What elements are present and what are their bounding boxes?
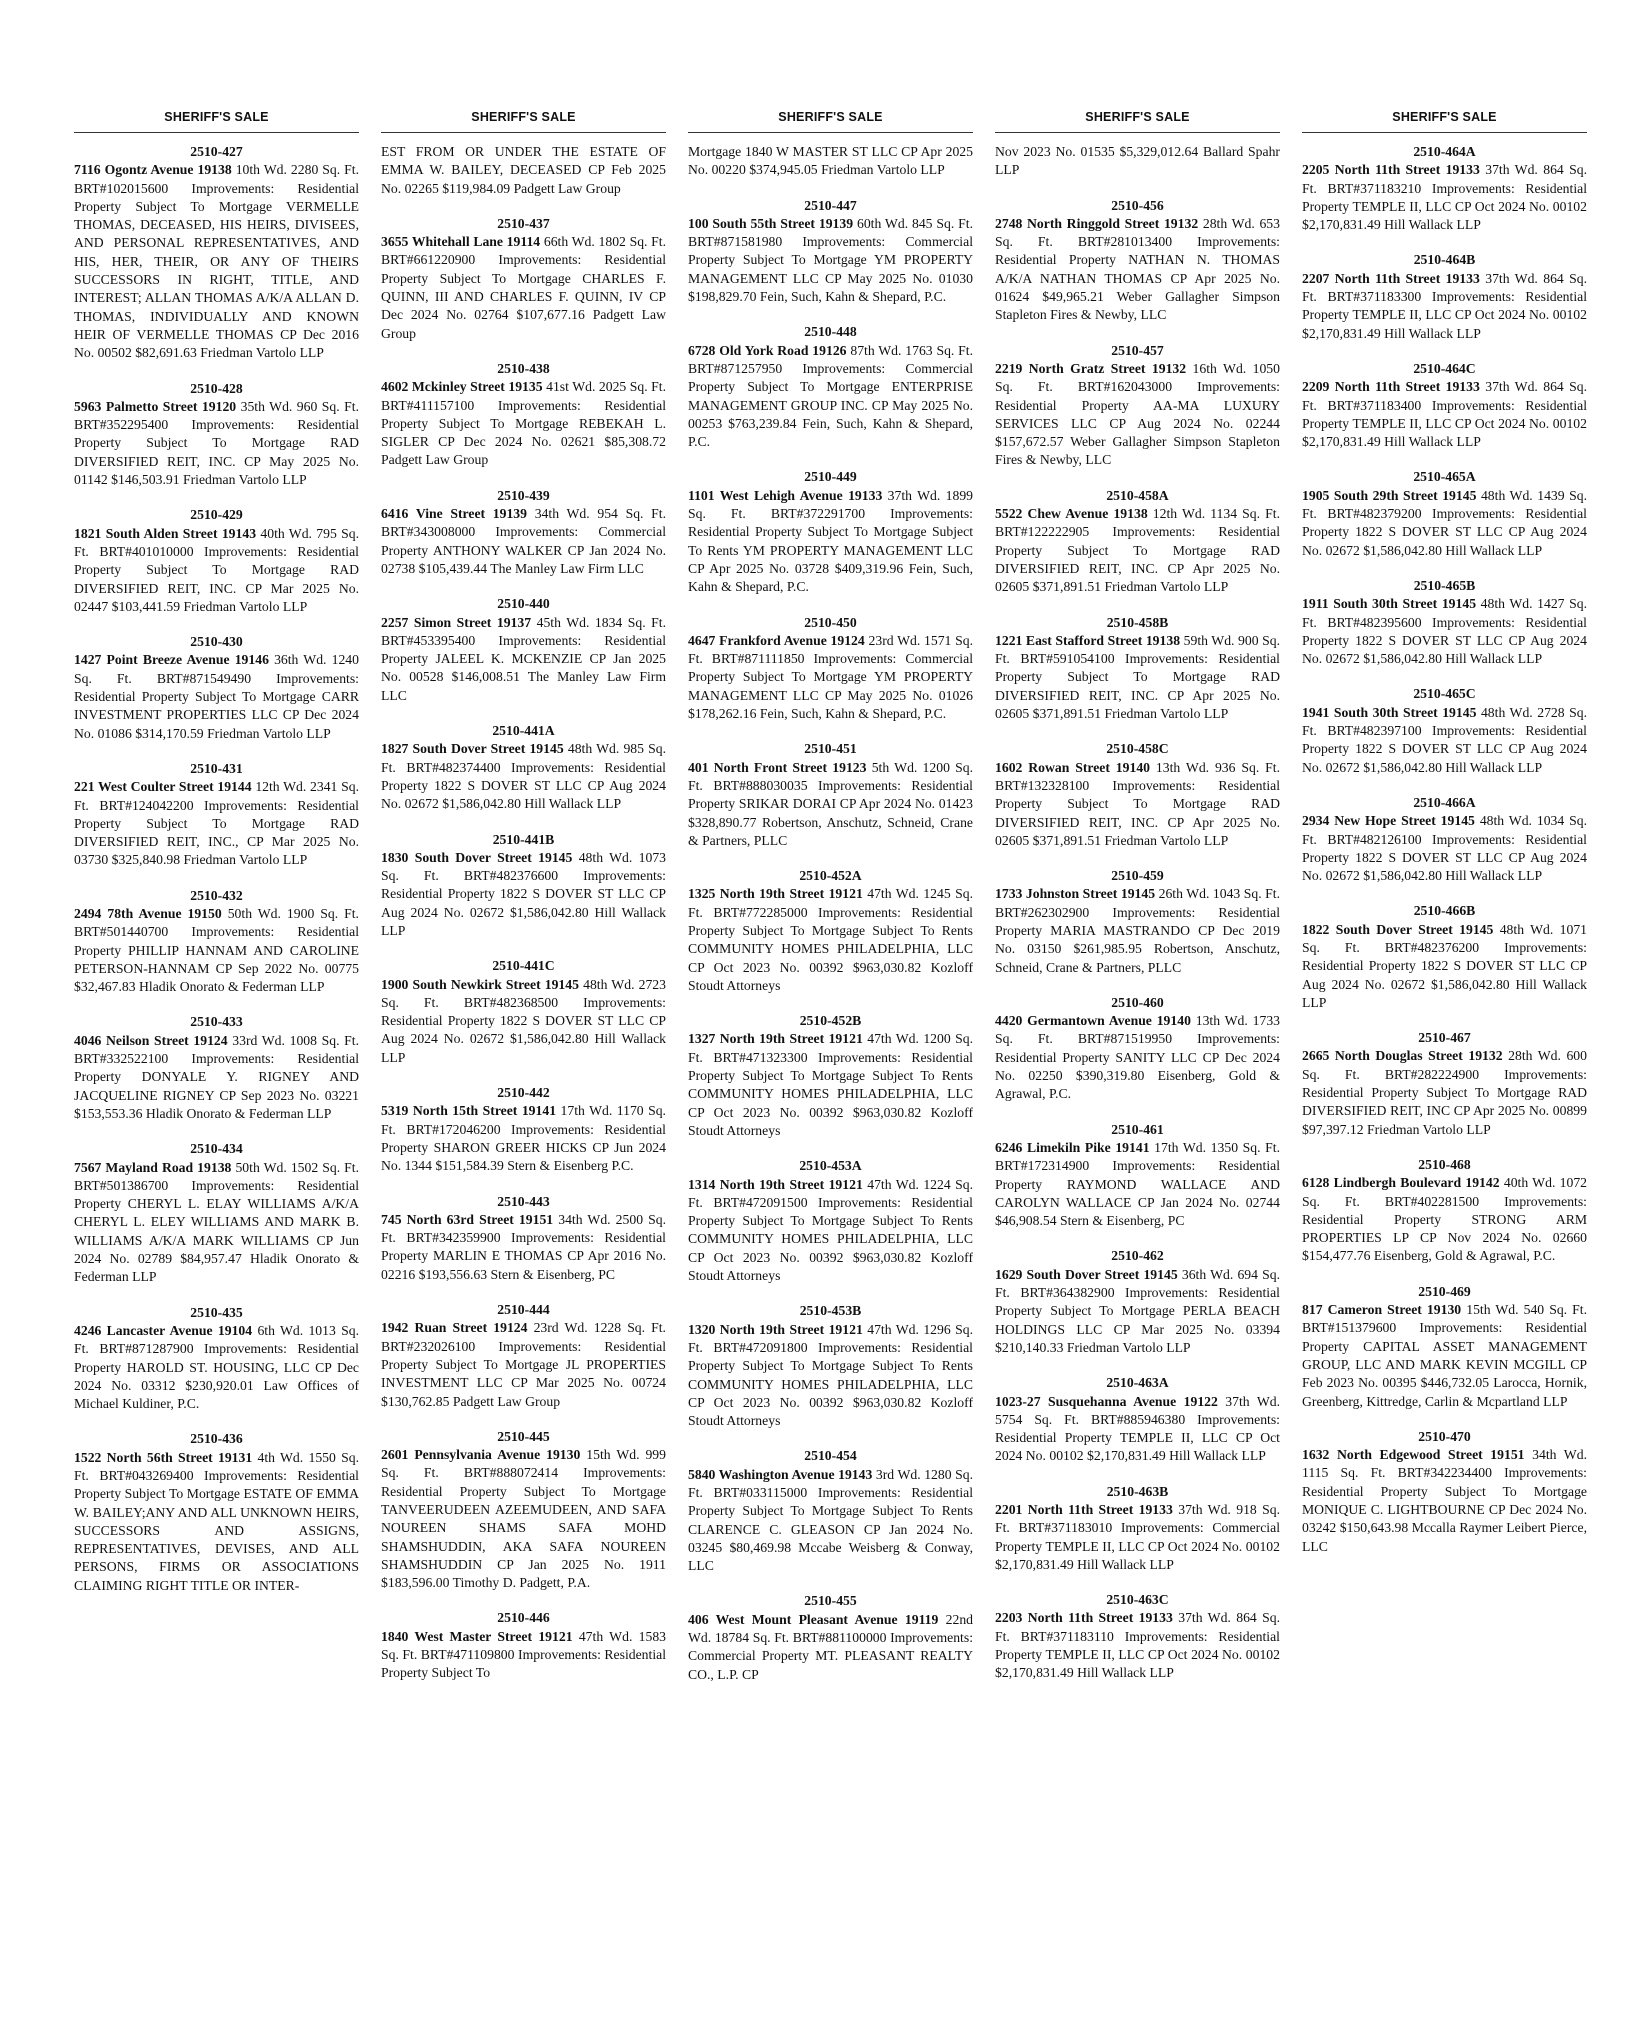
listing-number: 2510-462	[1111, 1248, 1164, 1264]
listing-number: 2510-453A	[799, 1158, 862, 1174]
sale-listing	[1302, 1029, 1587, 1139]
listing-body	[688, 1030, 973, 1140]
property-address: 1911 South 30th Street 19145	[1302, 596, 1477, 612]
sale-listing	[1302, 577, 1587, 668]
property-address: 401 North Front Street 19123	[688, 759, 867, 775]
listing-number: 2510-458B	[1106, 614, 1169, 630]
sale-listing	[995, 740, 1280, 850]
property-address: 3655 Whitehall Lane 19114	[381, 234, 541, 250]
property-address: 1320 North 19th Street 19121	[688, 1321, 863, 1337]
continued-text: EST FROM OR UNDER THE ESTATE OF EMMA W. BAILEY, DECEASED CP Feb 2025 No. 02265 $119,984.09 Padgett Law Group	[381, 144, 666, 196]
property-address: 1821 South Alden Street 19143	[74, 525, 257, 541]
listing-details: 34th Wd. 954 Sq. Ft. BRT#343008000 Improvements: Commercial Property ANTHONY WALKER CP Jan 2024 No. 02738 $105,439.44 The Manley Law Firm LLC	[381, 506, 666, 576]
listing-number: 2510-457	[1111, 342, 1164, 358]
column-header: SHERIFF'S SALE	[688, 110, 973, 133]
sale-listing	[1302, 1428, 1587, 1556]
listing-number: 2510-427	[190, 144, 243, 159]
listing-body	[1302, 1301, 1587, 1411]
sale-listing	[74, 1304, 359, 1414]
sale-listing	[1302, 468, 1587, 559]
listing-body	[381, 976, 666, 1067]
listing-number: 2510-465B	[1413, 577, 1476, 593]
listing-body	[74, 651, 359, 742]
listing-number: 2510-441C	[492, 958, 555, 974]
listing-body	[688, 1611, 973, 1684]
listing-details: 6th Wd. 1013 Sq. Ft. BRT#871287900 Improvements: Residential Property HAROLD ST. HOUSING, LLC CP Dec 2024 No. 03312 $230,920.01 Law Offices of Michael Kuldiner, P.C.	[74, 1322, 359, 1412]
listing-body	[381, 740, 666, 813]
sale-listing	[995, 487, 1280, 597]
property-address: 1942 Ruan Street 19124	[381, 1320, 528, 1336]
listing-number: 2510-458C	[1106, 741, 1169, 757]
property-address: 1900 South Newkirk Street 19145	[381, 976, 579, 992]
column-3	[688, 110, 973, 1990]
sale-listing	[74, 760, 359, 870]
sale-listing	[381, 595, 666, 705]
listing-number: 2510-437	[497, 215, 550, 231]
listing-number: 2510-446	[497, 1610, 550, 1626]
listing-number: 2510-466B	[1413, 903, 1476, 919]
sale-listing	[688, 1012, 973, 1140]
property-address: 4246 Lancaster Avenue 19104	[74, 1322, 253, 1338]
sale-listing	[1302, 360, 1587, 451]
listing-number: 2510-469	[1418, 1283, 1471, 1299]
listing-number: 2510-464B	[1413, 252, 1476, 268]
listing-details: 4th Wd. 1550 Sq. Ft. BRT#043269400 Improvements: Residential Property Subject To Mortgage ESTATE OF EMMA W. BAILEY;ANY AND ALL UNKNOWN HEIRS, SUCCESSORS AND ASSIGNS, REPRESENTATIVES, DEVISES, AND ALL PERSONS, FIRMS OR ASSOCIATIONS CLAIMING RIGHT TITLE OR INTER-	[74, 1449, 359, 1593]
listing-details: 47th Wd. 1200 Sq. Ft. BRT#471323300 Improvements: Residential Property Subject To Mortgage Subject To Rents COMMUNITY HOMES PHILADELPHIA, LLC CP Oct 2023 No. 00392 $963,030.82 Kozloff Stoudt Attorneys	[688, 1031, 973, 1138]
sale-listing	[381, 487, 666, 578]
listing-details: 60th Wd. 845 Sq. Ft. BRT#871581980 Improvements: Commercial Property Subject To Mortgage YM PROPERTY MANAGEMENT LLC CP May 2025 No. 01030 $198,829.70 Fein, Such, Kahn & Shepard, P.C.	[688, 215, 973, 305]
property-address: 6728 Old York Road 19126	[688, 342, 847, 358]
property-address: 100 South 55th Street 19139	[688, 215, 854, 231]
sale-listing	[995, 342, 1280, 470]
sale-listing	[381, 1193, 666, 1284]
listing-body	[1302, 595, 1587, 668]
sale-listing	[381, 1609, 666, 1682]
property-address: 7567 Mayland Road 19138	[74, 1159, 232, 1175]
property-address: 1905 South 29th Street 19145	[1302, 487, 1477, 503]
listing-number: 2510-461	[1111, 1121, 1164, 1137]
listing-number: 2510-435	[190, 1304, 243, 1320]
sale-listing	[381, 957, 666, 1067]
listing-number: 2510-444	[497, 1302, 550, 1318]
property-address: 1101 West Lehigh Avenue 19133	[688, 487, 883, 503]
listing-body	[995, 1393, 1280, 1466]
listing-details: 22nd Wd. 18784 Sq. Ft. BRT#881100000 Improvements: Commercial Property MT. PLEASANT REALTY CO., L.P. CP	[688, 1611, 973, 1682]
property-address: 6246 Limekiln Pike 19141	[995, 1139, 1150, 1155]
sale-listing	[995, 1247, 1280, 1357]
listing-details: 13th Wd. 1733 Sq. Ft. BRT#871519950 Improvements: Residential Property SANITY LLC CP Dec 2024 No. 02250 $390,319.80 Eisenberg, Gold & Agrawal, P.C.	[995, 1013, 1280, 1102]
sale-listing	[74, 506, 359, 616]
sale-listing	[688, 740, 973, 850]
listing-body	[688, 342, 973, 452]
listing-details: 12th Wd. 1134 Sq. Ft. BRT#122222905 Improvements: Residential Property Subject To Mortgage RAD DIVERSIFIED REIT, INC. CP Apr 2025 No. 02605 $371,891.51 Friedman Vartolo LLP	[995, 506, 1280, 595]
sale-listing	[688, 1447, 973, 1575]
column-5	[1302, 110, 1587, 1990]
sale-listing	[688, 468, 973, 596]
column-4	[995, 110, 1280, 1990]
sale-listing	[1302, 143, 1587, 234]
listing-number: 2510-467	[1418, 1030, 1471, 1046]
listing-details: 66th Wd. 1802 Sq. Ft. BRT#661220900 Improvements: Residential Property Subject To Mortgage CHARLES F. QUINN, III AND CHARLES F. QUINN, IV CP Dec 2024 No. 02764 $107,677.16 Padgett Law Group	[381, 234, 666, 341]
listing-number: 2510-447	[804, 197, 857, 213]
listing-details: 50th Wd. 1900 Sq. Ft. BRT#501440700 Improvements: Residential Property PHILLIP HANNAM AND CAROLINE PETERSON-HANNAM CP Sep 2022 No. 00775 $32,467.83 Hladik Onorato & Federman LLP	[74, 905, 359, 995]
listing-details: 48th Wd. 2728 Sq. Ft. BRT#482397100 Improvements: Residential Property 1822 S DOVER ST LLC CP Aug 2024 No. 02672 $1,586,042.80 Hill Wallack LLP	[1302, 704, 1587, 775]
listing-body	[1302, 1446, 1587, 1556]
listing-number: 2510-451	[804, 741, 857, 757]
listing-number: 2510-453B	[799, 1303, 862, 1319]
listing-details: 16th Wd. 1050 Sq. Ft. BRT#162043000 Improvements: Residential Property AA-MA LUXURY SERVICES LLC CP Aug 2024 No. 02244 $157,672.57 Weber Gallagher Simpson Stapleton Fires & Newby, LLC	[995, 360, 1280, 468]
column-2	[381, 110, 666, 1990]
property-address: 5319 North 15th Street 19141	[381, 1103, 557, 1119]
listing-details: 48th Wd. 1427 Sq. Ft. BRT#482395600 Improvements: Residential Property 1822 S DOVER ST LLC CP Aug 2024 No. 02672 $1,586,042.80 Hill Wallack LLP	[1302, 596, 1587, 667]
listing-body	[1302, 1047, 1587, 1138]
listing-details: 23rd Wd. 1228 Sq. Ft. BRT#232026100 Improvements: Residential Property Subject To Mortgage JL PROPERTIES INVESTMENT LLC CP Mar 2025 No. 00724 $130,762.85 Padgett Law Group	[381, 1320, 666, 1409]
listing-body	[995, 505, 1280, 596]
listing-body	[381, 1319, 666, 1410]
listing-details: 28th Wd. 653 Sq. Ft. BRT#281013400 Improvements: Residential Property NATHAN N. THOMAS A/K/A NATHAN THOMAS CP Apr 2025 No. 01624 $49,965.21 Weber Gallagher Simpson Stapleton Fires & Newby, LLC	[995, 215, 1280, 323]
listing-details: 37th Wd. 864 Sq. Ft. BRT#371183300 Improvements: Residential Property TEMPLE II, LLC CP Oct 2024 No. 00102 $2,170,831.49 Hill Wallack LLP	[1302, 270, 1587, 341]
listing-body	[381, 1628, 666, 1683]
listing-number: 2510-429	[190, 507, 243, 523]
sale-listing	[995, 1121, 1280, 1231]
continued-text: Mortgage 1840 W MASTER ST LLC CP Apr 2025 No. 00220 $374,945.05 Friedman Vartolo LLP	[688, 144, 973, 178]
listing-body	[688, 487, 973, 597]
listing-body	[995, 360, 1280, 470]
listing-body	[995, 1139, 1280, 1230]
listing-body	[995, 1609, 1280, 1682]
sale-listing	[688, 1157, 973, 1285]
listing-number: 2510-464C	[1413, 360, 1476, 376]
listing-number: 2510-456	[1111, 197, 1164, 213]
property-address: 5840 Washington Avenue 19143	[688, 1466, 873, 1482]
listing-body	[688, 1466, 973, 1576]
listing-number: 2510-441A	[492, 723, 555, 739]
listing-number: 2510-465C	[1413, 686, 1476, 702]
listing-number: 2510-449	[804, 469, 857, 485]
listing-details: 37th Wd. 5754 Sq. Ft. BRT#885946380 Improvements: Residential Property TEMPLE II, LLC CP Oct 2024 No. 00102 $2,170,831.49 Hill Wallack LLP	[995, 1393, 1280, 1464]
property-address: 2601 Pennsylvania Avenue 19130	[381, 1447, 581, 1463]
listing-number: 2510-458A	[1106, 487, 1169, 503]
sale-listing	[995, 614, 1280, 724]
listing-body	[995, 1501, 1280, 1574]
listing-details: 59th Wd. 900 Sq. Ft. BRT#591054100 Improvements: Residential Property Subject To Mortgage RAD DIVERSIFIED REIT, INC. CP Apr 2025 No. 02605 $371,891.51 Friedman Vartolo LLP	[995, 632, 1280, 722]
property-address: 221 West Coulter Street 19144	[74, 779, 252, 795]
listing-body	[74, 1449, 359, 1595]
property-address: 4647 Frankford Avenue 19124	[688, 632, 865, 648]
property-address: 7116 Ogontz Avenue 19138	[74, 162, 232, 178]
listing-details: 33rd Wd. 1008 Sq. Ft. BRT#332522100 Improvements: Residential Property DONYALE Y. RIGNEY AND JACQUELINE RIGNEY CP Sep 2023 No. 03221 $153,553.36 Hladik Onorato & Federman LLP	[74, 1032, 359, 1121]
property-address: 4420 Germantown Avenue 19140	[995, 1013, 1191, 1029]
property-address: 2665 North Douglas Street 19132	[1302, 1048, 1503, 1064]
column-header: SHERIFF'S SALE	[74, 110, 359, 133]
listing-details: 36th Wd. 1240 Sq. Ft. BRT#871549490 Improvements: Residential Property Subject To Mortgage CARR INVESTMENT PROPERTIES LLC CP Dec 2024 No. 01086 $314,170.59 Friedman Vartolo LLP	[74, 652, 359, 741]
sale-listing	[1302, 1283, 1587, 1411]
listing-number: 2510-441B	[492, 831, 555, 847]
sale-listing	[381, 1301, 666, 1411]
listing-details: 15th Wd. 540 Sq. Ft. BRT#151379600 Improvements: Residential Property CAPITAL ASSET MANAGEMENT GROUP, LLC AND MARK KEVIN MCGILL CP Feb 2023 No. 00395 $446,732.05 Larocca, Hornik, Greenberg, Kittredge, Carlin & Mcpartland LLP	[1302, 1302, 1587, 1409]
property-address: 2934 New Hope Street 19145	[1302, 813, 1475, 829]
sale-listing	[381, 360, 666, 470]
listing-body	[381, 849, 666, 940]
property-address: 2207 North 11th Street 19133	[1302, 270, 1480, 286]
listing-details: 36th Wd. 694 Sq. Ft. BRT#364382900 Improvements: Residential Property Subject To Mortgage PERLA BEACH HOLDINGS LLC CP Mar 2025 No. 03394 $210,140.33 Friedman Vartolo LLP	[995, 1266, 1280, 1355]
listing-body	[74, 905, 359, 996]
property-address: 2219 North Gratz Street 19132	[995, 360, 1187, 376]
property-address: 4046 Neilson Street 19124	[74, 1032, 228, 1048]
listing-number: 2510-470	[1418, 1428, 1471, 1444]
sale-listing	[381, 215, 666, 343]
sale-listing	[381, 722, 666, 813]
listing-details: 47th Wd. 1245 Sq. Ft. BRT#772285000 Improvements: Residential Property Subject To Mortgage Subject To Rents COMMUNITY HOMES PHILADELPHIA, LLC CP Oct 2023 No. 00392 $963,030.82 Kozloff Stoudt Attorneys	[688, 886, 973, 993]
listing-number: 2510-452A	[799, 868, 862, 884]
listing-body	[688, 1321, 973, 1431]
listing-details: 37th Wd. 864 Sq. Ft. BRT#371183110 Improvements: Residential Property TEMPLE II, LLC CP Oct 2024 No. 00102 $2,170,831.49 Hill Wallack LLP	[995, 1610, 1280, 1681]
sale-listing	[74, 1140, 359, 1286]
listing-details: 40th Wd. 1072 Sq. Ft. BRT#402281500 Improvements: Residential Property STRONG ARM PROPERTIES LP CP Nov 2024 No. 02660 $154,477.76 Eisenberg, Gold & Agrawal, P.C.	[1302, 1175, 1587, 1264]
listing-body	[1302, 270, 1587, 343]
property-address: 2494 78th Avenue 19150	[74, 905, 222, 921]
sale-listing	[995, 994, 1280, 1104]
listing-details: 40th Wd. 795 Sq. Ft. BRT#401010000 Improvements: Residential Property Subject To Mortgage RAD DIVERSIFIED REIT, INC. CP Mar 2025 No. 02447 $103,441.59 Friedman Vartolo LLP	[74, 525, 359, 614]
property-address: 1632 North Edgewood Street 19151	[1302, 1447, 1525, 1463]
listing-number: 2510-452B	[799, 1013, 862, 1029]
sale-listing	[1302, 902, 1587, 1012]
listing-body	[74, 1032, 359, 1123]
listing-details: 48th Wd. 1439 Sq. Ft. BRT#482379200 Improvements: Residential Property 1822 S DOVER ST LLC CP Aug 2024 No. 02672 $1,586,042.80 Hill Wallack LLP	[1302, 487, 1587, 558]
property-address: 1602 Rowan Street 19140	[995, 759, 1151, 775]
property-address: 1221 East Stafford Street 19138	[995, 632, 1181, 648]
listing-number: 2510-460	[1111, 994, 1164, 1010]
listing-body	[381, 1446, 666, 1592]
listing-details: 47th Wd. 1296 Sq. Ft. BRT#472091800 Improvements: Residential Property Subject To Mortgage Subject To Rents COMMUNITY HOMES PHILADELPHIA, LLC CP Oct 2023 No. 00392 $963,030.82 Kozloff Stoudt Attorneys	[688, 1321, 973, 1429]
listing-number: 2510-431	[190, 760, 243, 776]
property-address: 1827 South Dover Street 19145	[381, 741, 564, 757]
listing-body	[74, 161, 359, 362]
listing-details: 10th Wd. 2280 Sq. Ft. BRT#102015600 Improvements: Residential Property Subject To Mortgage VERMELLE THOMAS, DECEASED, HIS HEIRS, DIVISEES, AND PERSONAL REPRESENTATIVES, AND HIS, HER, THEIR, OR ANY OF THEIRS SUCCESSORS IN RIGHT, TITLE, AND INTEREST; ALLAN THOMAS A/K/A ALLAN D. THOMAS, INDIVIDUALLY AND KNOWN HEIR OF VERMELLE THOMAS CP Dec 2016 No. 00502 $82,691.63 Friedman Vartolo LLP	[74, 162, 359, 361]
listing-details: 23rd Wd. 1571 Sq. Ft. BRT#871111850 Improvements: Commercial Property Subject To Mortgage YM PROPERTY MANAGEMENT LLC CP May 2025 No. 01026 $178,262.16 Fein, Such, Kahn & Shepard, P.C.	[688, 632, 973, 722]
listing-number: 2510-443	[497, 1193, 550, 1209]
sale-listing	[74, 380, 359, 490]
listing-details: 50th Wd. 1502 Sq. Ft. BRT#501386700 Improvements: Residential Property CHERYL L. ELAY WILLIAMS A/K/A CHERYL L. ELEY WILLIAMS AND MARK B. WILLIAMS A/K/A MARK WILLIAMS CP Jun 2024 No. 02789 $84,957.47 Hladik Onorato & Federman LLP	[74, 1159, 359, 1285]
listing-details: 26th Wd. 1043 Sq. Ft. BRT#262302900 Improvements: Residential Property MARIA MASTRANDO CP Dec 2019 No. 03150 $261,985.95 Robertson, Anschutz, Schneid, Crane & Partners, PLLC	[995, 886, 1280, 975]
listing-number: 2510-430	[190, 634, 243, 650]
listing-details: 37th Wd. 918 Sq. Ft. BRT#371183010 Improvements: Commercial Property TEMPLE II, LLC CP Oct 2024 No. 00102 $2,170,831.49 Hill Wallack LLP	[995, 1502, 1280, 1572]
sale-listing	[995, 867, 1280, 977]
property-address: 5522 Chew Avenue 19138	[995, 506, 1148, 522]
listing-body	[381, 614, 666, 705]
property-address: 2257 Simon Street 19137	[381, 614, 532, 630]
listing-number: 2510-463C	[1106, 1592, 1169, 1608]
column-header: SHERIFF'S SALE	[1302, 110, 1587, 133]
listing-body	[688, 215, 973, 306]
property-address: 2748 North Ringgold Street 19132	[995, 215, 1199, 231]
listing-number: 2510-448	[804, 324, 857, 340]
listing-body	[381, 1102, 666, 1175]
listing-details: 34th Wd. 2500 Sq. Ft. BRT#342359900 Improvements: Residential Property MARLIN E THOMAS CP Apr 2016 No. 02216 $193,556.63 Stern & Eisenberg, PC	[381, 1211, 666, 1282]
sale-listing	[1302, 251, 1587, 342]
property-address: 817 Cameron Street 19130	[1302, 1302, 1462, 1318]
property-address: 1522 North 56th Street 19131	[74, 1449, 253, 1465]
listing-body	[74, 1159, 359, 1287]
listing-details: 37th Wd. 864 Sq. Ft. BRT#371183210 Improvements: Residential Property TEMPLE II, LLC CP Oct 2024 No. 00102 $2,170,831.49 Hill Wallack LLP	[1302, 162, 1587, 233]
property-address: 6128 Lindbergh Boulevard 19142	[1302, 1175, 1500, 1191]
listing-body	[381, 1211, 666, 1284]
property-address: 1629 South Dover Street 19145	[995, 1266, 1178, 1282]
sale-listing	[74, 143, 359, 363]
property-address: 1327 North 19th Street 19121	[688, 1031, 863, 1047]
listing-body	[688, 632, 973, 723]
listing-body	[688, 759, 973, 850]
property-address: 2209 North 11th Street 19133	[1302, 379, 1480, 395]
listing-body	[995, 1012, 1280, 1103]
sale-listing	[1302, 1156, 1587, 1266]
sale-listing	[381, 1084, 666, 1175]
listing-details: 41st Wd. 2025 Sq. Ft. BRT#411157100 Improvements: Residential Property Subject To Mortgage REBEKAH L. SIGLER CP Dec 2024 No. 02621 $85,308.72 Padgett Law Group	[381, 379, 666, 468]
listing-number: 2510-459	[1111, 868, 1164, 884]
sale-listing	[995, 1591, 1280, 1682]
listing-details: 15th Wd. 999 Sq. Ft. BRT#888072414 Improvements: Residential Property Subject To Mortgage TANVEERUDEEN AZEEMUDEEN, AND SAFA NOUREEN SHAMS SAFA MOHD SHAMSHUDDIN, AKA SAFA NOUREEN SHAMSHUDDIN CP Jan 2025 No. 1911 $183,596.00 Timothy D. Padgett, P.A.	[381, 1447, 666, 1591]
listing-number: 2510-445	[497, 1428, 550, 1444]
listing-body	[381, 505, 666, 578]
property-address: 1325 North 19th Street 19121	[688, 886, 863, 902]
listing-number: 2510-438	[497, 360, 550, 376]
listing-body	[995, 885, 1280, 976]
listing-details: 12th Wd. 2341 Sq. Ft. BRT#124042200 Improvements: Residential Property Subject To Mortgage RAD DIVERSIFIED REIT, INC., CP Mar 2025 No. 03730 $325,840.98 Friedman Vartolo LLP	[74, 779, 359, 868]
listing-number: 2510-466A	[1413, 794, 1476, 810]
sale-listing	[74, 633, 359, 743]
sale-listing	[381, 831, 666, 941]
property-address: 1822 South Dover Street 19145	[1302, 921, 1494, 937]
sale-listing	[74, 1013, 359, 1123]
listing-number: 2510-428	[190, 380, 243, 396]
listing-details: 13th Wd. 936 Sq. Ft. BRT#132328100 Improvements: Residential Property Subject To Mortgage RAD DIVERSIFIED REIT, INC. CP Apr 2025 No. 02605 $371,891.51 Friedman Vartolo LLP	[995, 759, 1280, 848]
listing-number: 2510-465A	[1413, 469, 1476, 485]
listing-details: 3rd Wd. 1280 Sq. Ft. BRT#033115000 Improvements: Residential Property Subject To Mortgage Subject To Rents CLARENCE C. GLEASON CP Jan 2024 No. 03245 $80,469.98 Mccabe Weisberg & Conway, LLC	[688, 1466, 973, 1574]
property-address: 4602 Mckinley Street 19135	[381, 379, 543, 395]
listing-number: 2510-463B	[1106, 1483, 1169, 1499]
property-address: 1314 North 19th Street 19121	[688, 1176, 863, 1192]
listing-number: 2510-455	[804, 1593, 857, 1609]
property-address: 2203 North 11th Street 19133	[995, 1610, 1173, 1626]
listing-number: 2510-468	[1418, 1156, 1471, 1172]
listing-body	[1302, 704, 1587, 777]
listing-details: 48th Wd. 2723 Sq. Ft. BRT#482368500 Improvements: Residential Property 1822 S DOVER ST LLC CP Aug 2024 No. 02672 $1,586,042.80 Hill Wallack LLP	[381, 976, 666, 1065]
property-address: 406 West Mount Pleasant Avenue 19119	[688, 1611, 939, 1627]
sale-listing	[995, 1374, 1280, 1465]
listing-details: 47th Wd. 1224 Sq. Ft. BRT#472091500 Improvements: Residential Property Subject To Mortgage Subject To Rents COMMUNITY HOMES PHILADELPHIA, LLC CP Oct 2023 No. 00392 $963,030.82 Kozloff Stoudt Attorneys	[688, 1176, 973, 1284]
property-address: 1427 Point Breeze Avenue 19146	[74, 652, 269, 668]
listing-details: 17th Wd. 1170 Sq. Ft. BRT#172046200 Improvements: Residential Property SHARON GREER HICKS CP Jun 2024 No. 1344 $151,584.39 Stern & Eisenberg P.C.	[381, 1103, 666, 1174]
listing-body	[74, 1322, 359, 1413]
property-address: 1733 Johnston Street 19145	[995, 886, 1156, 902]
sale-listing	[688, 867, 973, 995]
listing-body	[74, 778, 359, 869]
listing-details: 17th Wd. 1350 Sq. Ft. BRT#172314900 Improvements: Residential Property RAYMOND WALLACE AND CAROLYN WALLACE CP Jan 2024 No. 02744 $46,908.54 Stern & Eisenberg, PC	[995, 1139, 1280, 1229]
listing-body	[1302, 487, 1587, 560]
listing-details: 47th Wd. 1583 Sq. Ft. BRT#471109800 Improvements: Residential Property Subject To	[381, 1628, 666, 1681]
listing-details: 5th Wd. 1200 Sq. Ft. BRT#888030035 Improvements: Residential Property SRIKAR DORAI CP Apr 2024 No. 01423 $328,890.77 Robertson, Anschutz, Schneid, Crane & Partners, PLLC	[688, 759, 973, 848]
sale-listing	[995, 1483, 1280, 1574]
listing-body	[1302, 921, 1587, 1012]
listing-details: 28th Wd. 600 Sq. Ft. BRT#282224900 Improvements: Residential Property Subject To Mortgage RAD DIVERSIFIED REIT, INC CP Apr 2025 No. 00899 $97,397.12 Friedman Vartolo LLP	[1302, 1048, 1587, 1137]
column-header: SHERIFF'S SALE	[995, 110, 1280, 133]
sale-listing	[74, 1430, 359, 1595]
listing-number: 2510-439	[497, 487, 550, 503]
sale-listing	[74, 887, 359, 997]
listing-number: 2510-450	[804, 614, 857, 630]
sale-listing	[381, 1428, 666, 1593]
listing-details: 48th Wd. 985 Sq. Ft. BRT#482374400 Improvements: Residential Property 1822 S DOVER ST LLC CP Aug 2024 No. 02672 $1,586,042.80 Hill Wallack LLP	[381, 741, 666, 812]
property-address: 5963 Palmetto Street 19120	[74, 398, 237, 414]
listing-body	[1302, 161, 1587, 234]
property-address: 6416 Vine Street 19139	[381, 506, 527, 522]
listing-number: 2510-463A	[1106, 1375, 1169, 1391]
listing-number: 2510-464A	[1413, 144, 1476, 159]
listing-details: 48th Wd. 1071 Sq. Ft. BRT#482376200 Improvements: Residential Property 1822 S DOVER ST LLC CP Aug 2024 No. 02672 $1,586,042.80 Hill Wallack LLP	[1302, 921, 1587, 1010]
listing-details: 48th Wd. 1034 Sq. Ft. BRT#482126100 Improvements: Residential Property 1822 S DOVER ST LLC CP Aug 2024 No. 02672 $1,586,042.80 Hill Wallack LLP	[1302, 813, 1587, 884]
sale-listing	[688, 197, 973, 307]
property-address: 2205 North 11th Street 19133	[1302, 162, 1480, 178]
listing-body	[995, 759, 1280, 850]
property-address: 1023-27 Susquehanna Avenue 19122	[995, 1393, 1218, 1409]
property-address: 1941 South 30th Street 19145	[1302, 704, 1477, 720]
sale-listing	[1302, 685, 1587, 776]
listing-body	[74, 398, 359, 489]
listing-number: 2510-436	[190, 1431, 243, 1447]
listing-body	[1302, 1174, 1587, 1265]
property-address: 1840 West Master Street 19121	[381, 1628, 573, 1644]
listing-details: 37th Wd. 1899 Sq. Ft. BRT#372291700 Improvements: Residential Property Subject To Mortgage Subject To Rents YM PROPERTY MANAGEMENT LLC CP Apr 2025 No. 03728 $409,319.96 Fein, Such, Kahn & Shepard, P.C.	[688, 487, 973, 595]
listing-number: 2510-432	[190, 887, 243, 903]
sale-listing	[688, 323, 973, 451]
listing-body	[381, 233, 666, 343]
listing-details: 48th Wd. 1073 Sq. Ft. BRT#482376600 Improvements: Residential Property 1822 S DOVER ST LLC CP Aug 2024 No. 02672 $1,586,042.80 Hill Wallack LLP	[381, 849, 666, 938]
listing-body	[1302, 378, 1587, 451]
column-1	[74, 110, 359, 1990]
column-header: SHERIFF'S SALE	[381, 110, 666, 133]
listing-details: 35th Wd. 960 Sq. Ft. BRT#352295400 Improvements: Residential Property Subject To Mortgage RAD DIVERSIFIED REIT, INC. CP May 2025 No. 01142 $146,503.91 Friedman Vartolo LLP	[74, 398, 359, 488]
sheriff-sale-page	[74, 110, 1587, 1990]
listing-details: 87th Wd. 1763 Sq. Ft. BRT#871257950 Improvements: Commercial Property Subject To Mortgage ENTERPRISE MANAGEMENT GROUP INC. CP May 2025 No. 00253 $763,239.84 Fein, Such, Kahn & Shepard, P.C.	[688, 342, 973, 450]
listing-body	[995, 215, 1280, 325]
listing-body	[74, 525, 359, 616]
listing-details: 37th Wd. 864 Sq. Ft. BRT#371183400 Improvements: Residential Property TEMPLE II, LLC CP Oct 2024 No. 00102 $2,170,831.49 Hill Wallack LLP	[1302, 379, 1587, 450]
continued-text: Nov 2023 No. 01535 $5,329,012.64 Ballard Spahr LLP	[995, 144, 1280, 178]
listing-number: 2510-454	[804, 1448, 857, 1464]
listing-body	[688, 885, 973, 995]
listing-details: 34th Wd. 1115 Sq. Ft. BRT#342234400 Improvements: Residential Property Subject To Mortgage MONIQUE C. LIGHTBOURNE CP Dec 2024 No. 03242 $150,643.98 Mccalla Raymer Leibert Pierce, LLC	[1302, 1447, 1587, 1554]
listing-body	[1302, 812, 1587, 885]
listing-body	[995, 632, 1280, 723]
sale-listing	[688, 1592, 973, 1683]
sale-listing	[1302, 794, 1587, 885]
listing-details: 45th Wd. 1834 Sq. Ft. BRT#453395400 Improvements: Residential Property JALEEL K. MCKENZIE CP Jan 2025 No. 00528 $146,008.51 The Manley Law Firm LLC	[381, 614, 666, 703]
property-address: 745 North 63rd Street 19151	[381, 1211, 554, 1227]
sale-listing	[688, 614, 973, 724]
property-address: 2201 North 11th Street 19133	[995, 1502, 1173, 1517]
sale-listing	[688, 1302, 973, 1430]
listing-number: 2510-433	[190, 1014, 243, 1030]
listing-body	[381, 378, 666, 469]
sale-listing	[995, 197, 1280, 325]
listing-number: 2510-434	[190, 1141, 243, 1157]
listing-body	[995, 1266, 1280, 1357]
listing-number: 2510-440	[497, 596, 550, 612]
listing-number: 2510-442	[497, 1085, 550, 1101]
property-address: 1830 South Dover Street 19145	[381, 849, 573, 865]
listing-body	[688, 1176, 973, 1286]
